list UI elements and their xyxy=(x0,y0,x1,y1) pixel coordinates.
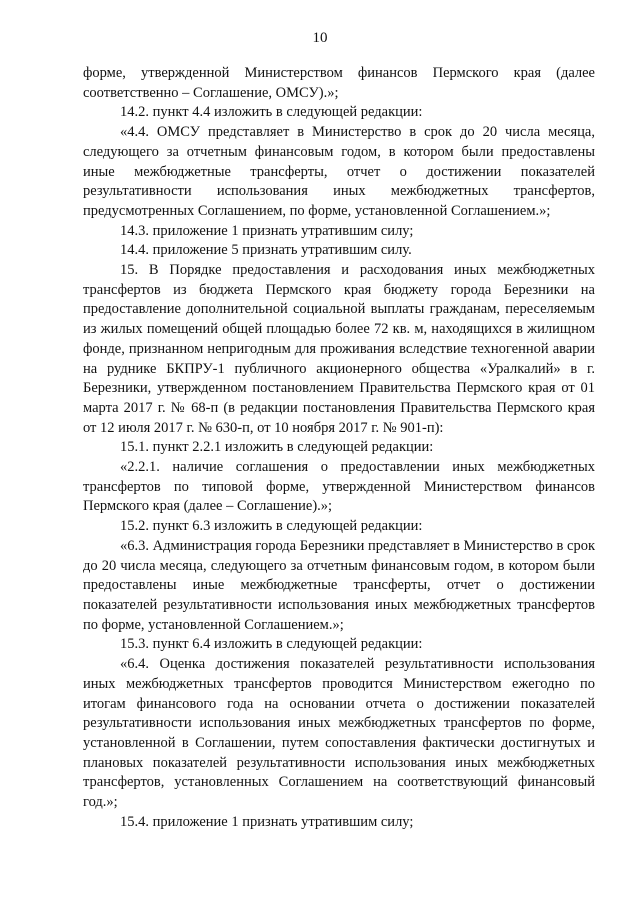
paragraph-15-1: 15.1. пункт 2.2.1 изложить в следующей редакции: xyxy=(120,439,434,456)
paragraph-quote-4-4: «4.4. ОМСУ представляет в Министерство в срок до 20 числа месяца, следующего за отчетным финансовым годом, в котором были предоставлены иные межбюджетные трансферты, отчет о достижении показателей результативности использования иных межбюджетных трансфертов, предусмотренных Соглашением, по форме, установленной Соглашением.»; xyxy=(83,124,595,219)
paragraph-14-3: 14.3. приложение 1 признать утратившим силу; xyxy=(120,222,414,239)
paragraph-quote-2-2-1: «2.2.1. наличие соглашения о предоставлении иных межбюджетных трансфертов по типовой форме, утвержденной Министерством финансов Пермского края (далее – Соглашение).»; xyxy=(83,459,595,515)
page-number: 10 xyxy=(312,30,328,46)
paragraph-15-4: 15.4. приложение 1 признать утратившим силу; xyxy=(120,813,414,830)
paragraph-15-2: 15.2. пункт 6.3 изложить в следующей редакции: xyxy=(120,518,423,535)
paragraph-15: 15. В Порядке предоставления и расходования иных межбюджетных трансфертов из бюджета Пермского края бюджету города Березники на предоставление дополнительной социальной выплаты гражданам, переселяемым из жилых помещений общей площадью более 72 кв. м, находящихся в жилищном фонде, признанном непригодным для проживания вследствие техногенной аварии на руднике БКПРУ-1 публичного акционерного общества «Уралкалий» в г. Березники, утвержденном постановлением Правительства Пермского края от 01 марта 2017 г. № 68-п (в редакции постановления Правительства Пермского края от 12 июля 2017 г. № 630-п, от 10 ноября 2017 г. № 901-п): xyxy=(83,262,595,436)
paragraph-15-3: 15.3. пункт 6.4 изложить в следующей редакции: xyxy=(120,636,423,653)
paragraph-14-4: 14.4. приложение 5 признать утратившим силу. xyxy=(120,242,412,259)
paragraph-quote-6-4: «6.4. Оценка достижения показателей результативности использования иных межбюджетных трансфертов проводится Министерством ежегодно по итогам финансового года на основании отчета о достижении показателей результативности использования иных межбюджетных трансфертов по форме, установленной в Соглашении, путем сопоставления фактически достигнутых и плановых показателей результативности использования иных межбюджетных трансфертов, установленных Соглашением на соответствующий финансовый год.»; xyxy=(83,656,595,811)
paragraph-quote-6-3: «6.3. Администрация города Березники представляет в Министерство в срок до 20 числа месяца, следующего за отчетным финансовым годом, в котором были предоставлены иные межбюджетные трансферты, отчет о достижении показателей результативности использования иных межбюджетных трансфертов по форме, установленной Соглашением.»; xyxy=(83,537,595,633)
paragraph-14-2: 14.2. пункт 4.4 изложить в следующей редакции: xyxy=(120,104,423,121)
paragraph-continuation: форме, утвержденной Министерством финансов Пермского края (далее соответственно – Соглашение, ОМСУ).»; xyxy=(83,65,595,101)
document-body xyxy=(83,64,595,832)
